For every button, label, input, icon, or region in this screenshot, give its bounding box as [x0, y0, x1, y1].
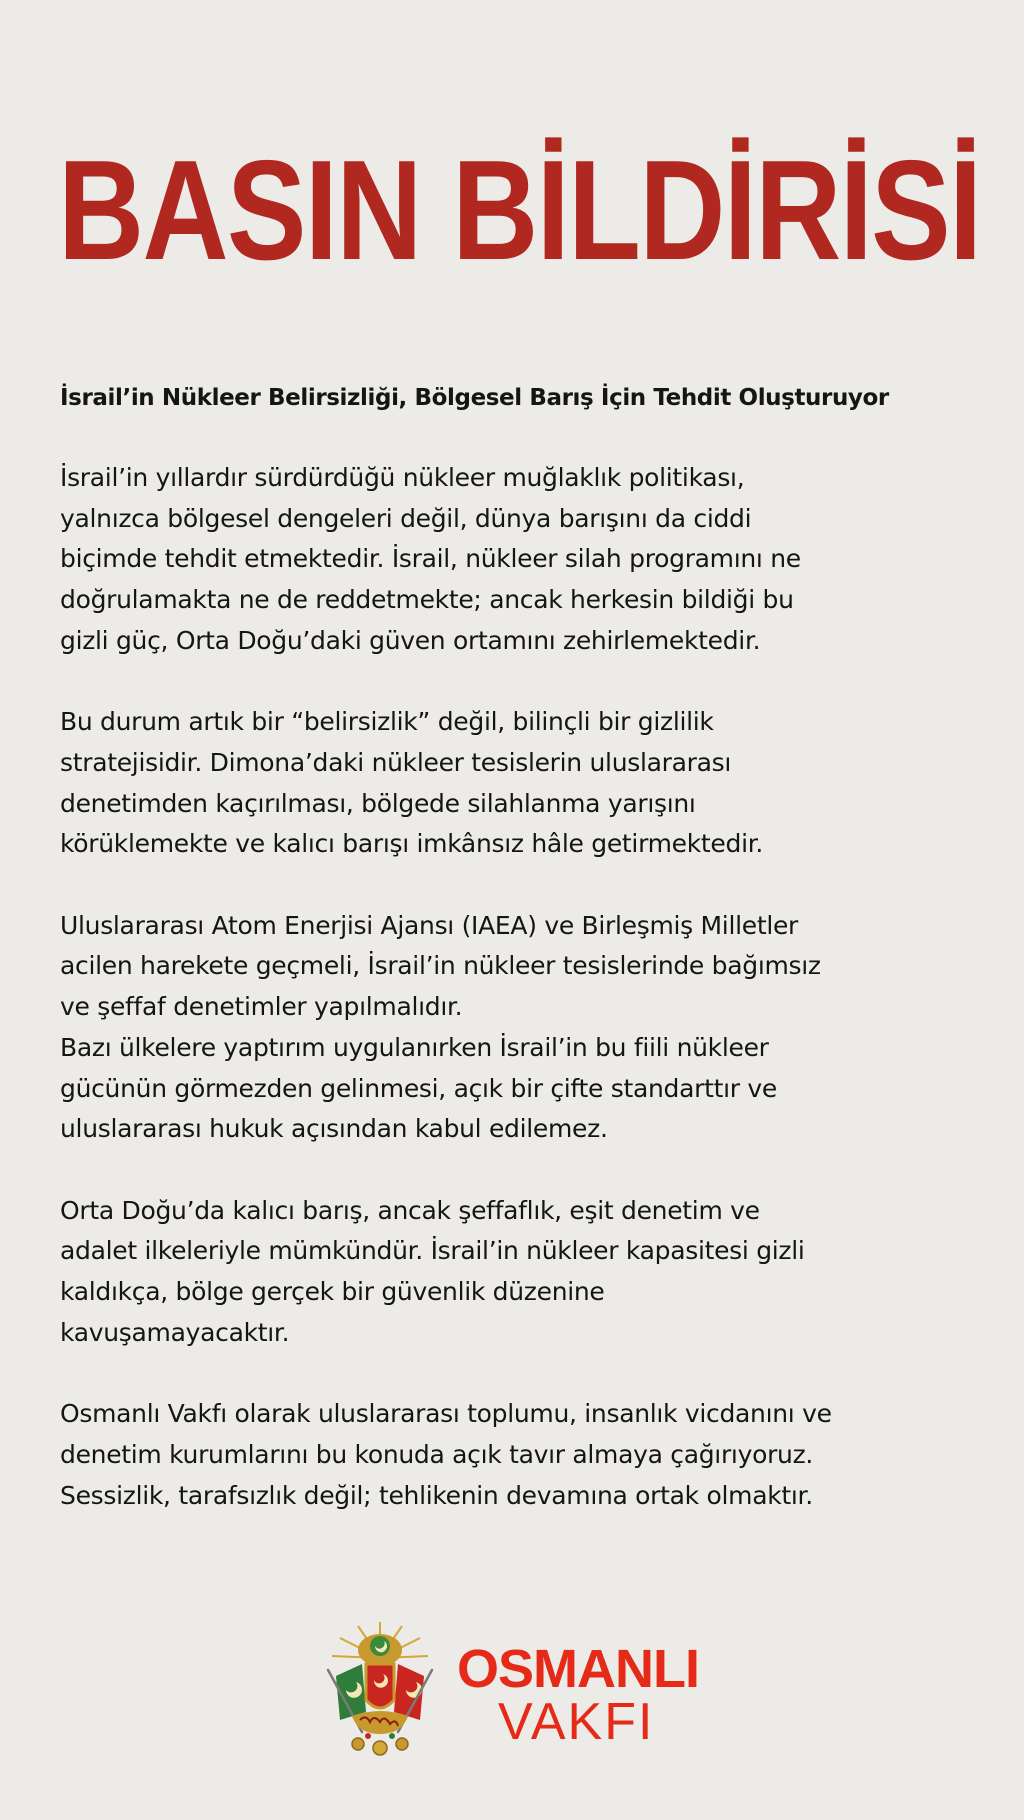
osmanli-vakfi-logo: [322, 1620, 712, 1760]
ottoman-coat-of-arms-icon: [322, 1620, 438, 1758]
page-title: BASIN BİLDİRİSİ: [58, 131, 981, 290]
paragraph-3: Uluslararası Atom Enerjisi Ajansı (IAEA) ve Birleşmiş Milletler acilen harekete geçmeli, İsrail’in nükleer tesislerinde bağımsız ve şeffaf denetimler yapılmalıdır. Bazı ülkelere yaptırım uygulanırken İsrail’in bu fiili nükleer gücünün görmezden gelinmesi, açık bir çifte standarttır ve uluslararası hukuk açısından kabul edilemez.: [60, 910, 821, 1144]
paragraph-4: Orta Doğu’da kalıcı barış, ancak şeffaflık, eşit denetim ve adalet ilkeleriyle mümkündür. İsrail’in nükleer kapasitesi gizli kaldıkça, bölge gerçek bir güvenlik düzenine kavuşamayacaktır.: [60, 1195, 805, 1347]
paragraph-2: Bu durum artık bir “belirsizlik” değil, bilinçli bir gizlilik stratejisidir. Dimona’daki nükleer tesislerin uluslararası denetimden kaçırılması, bölgede silahlanma yarışını körüklemekte ve kalıcı barışı imkânsız hâle getirmektedir.: [60, 707, 764, 859]
logo-text-vakfi: VAKFI: [498, 1693, 655, 1751]
document-subtitle: İsrail’in Nükleer Belirsizliği, Bölgesel Barış İçin Tehdit Oluşturuyor: [60, 385, 889, 411]
paragraph-5: Osmanlı Vakfı olarak uluslararası toplumu, insanlık vicdanını ve denetim kurumlarını bu konuda açık tavır almaya çağırıyoruz. Sessizlik, tarafsızlık değil; tehlikenin devamına ortak olmaktır.: [60, 1399, 832, 1510]
logo-text-osmanli: OSMANLI: [457, 1639, 699, 1699]
paragraph-1: İsrail’in yıllardır sürdürdüğü nükleer muğlaklık politikası, yalnızca bölgesel dengeleri değil, dünya barışını da ciddi biçimde tehdit etmektedir. İsrail, nükleer silah programını ne doğrulamakta ne de reddetmekte; ancak herkesin bildiği bu gizli güç, Orta Doğu’daki güven ortamını zehirlemektedir.: [60, 463, 801, 655]
document-body: [60, 458, 990, 1557]
